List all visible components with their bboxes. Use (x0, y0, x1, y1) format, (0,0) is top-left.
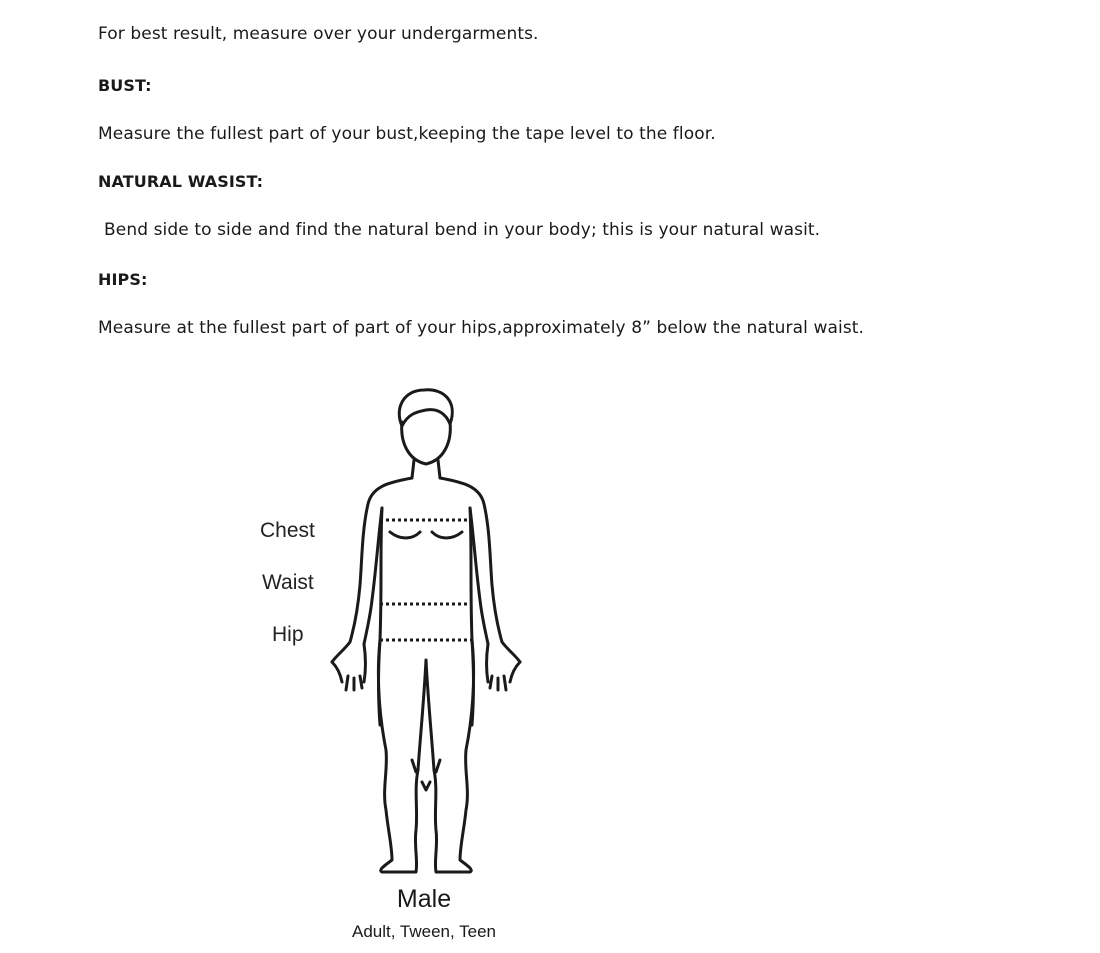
male-body-figure (320, 380, 540, 880)
waist-label: Waist (262, 571, 314, 594)
chest-contour (390, 532, 462, 538)
hips-heading: HIPS: (98, 270, 148, 289)
natural-waist-instruction: Bend side to side and find the natural bend in your body; this is your natural wasit. (104, 220, 821, 240)
left-leg-outline (378, 640, 418, 872)
head-outline (402, 422, 451, 464)
natural-waist-heading: NATURAL WASIST: (98, 172, 264, 191)
right-leg-outline (434, 640, 474, 872)
hair-outline (399, 390, 452, 426)
right-arm-outline (440, 478, 520, 662)
hip-label: Hip (272, 623, 304, 646)
figure-title: Male (396, 885, 452, 913)
figure-subtitle: Adult, Tween, Teen (352, 922, 496, 941)
intro-text: For best result, measure over your undergarments. (98, 24, 539, 44)
right-hand (487, 644, 521, 690)
hips-instruction: Measure at the fullest part of part of your hips,approximately 8” below the natural waist. (98, 318, 865, 338)
left-hand (332, 644, 366, 690)
bust-instruction: Measure the fullest part of your bust,keeping the tape level to the floor. (98, 124, 716, 144)
left-arm-outline (332, 478, 412, 662)
bust-heading: BUST: (98, 76, 152, 95)
inner-leg-line (418, 660, 434, 770)
chest-label: Chest (260, 519, 315, 542)
